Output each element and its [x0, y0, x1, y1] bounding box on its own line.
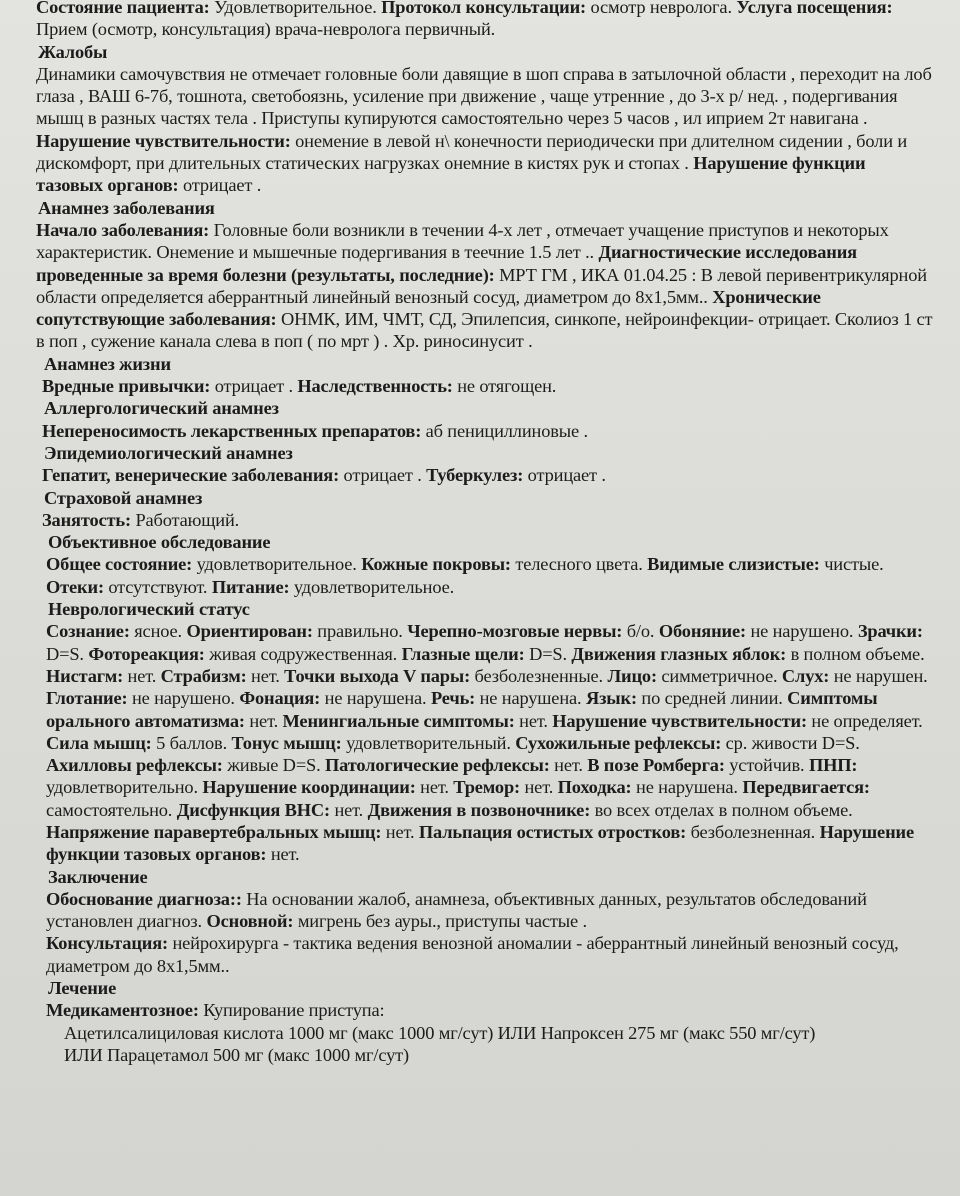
- diagnostics-label: Диагностические исследования проведенные за время болезни (результаты, последние):: [36, 242, 857, 285]
- hepatitis-label: Гепатит, венерические заболевания:: [42, 465, 340, 486]
- neuro-item-value: D=S.: [46, 643, 84, 664]
- neuro-item-label: Патологические рефлексы:: [325, 755, 550, 776]
- neuro-item-label: Сознание:: [46, 621, 130, 642]
- neuro-item-label: Обоняние:: [658, 621, 746, 642]
- life-history-paragraph: [36, 375, 936, 397]
- neuro-item-value: во всех отделах в полном объеме.: [594, 799, 853, 820]
- habits-value: отрицает .: [214, 376, 293, 397]
- complaints-sensitivity-value: онемение в левой н\ конечности периодически при длителном сидении , боли и дискомфорт, при длительных статических нагрузках онемние в кистях рук и стопах .: [36, 130, 908, 174]
- conclusion-heading: Заключение: [48, 866, 148, 887]
- allergy-heading: Аллергологический анамнез: [44, 398, 279, 419]
- neuro-status-paragraph: [36, 620, 936, 865]
- neuro-item-value: нет.: [334, 799, 364, 820]
- neuro-item-value: 5 баллов.: [156, 732, 228, 753]
- neuro-item-label: Сила мышц:: [46, 732, 152, 753]
- neuro-status-heading: Неврологический статус: [48, 599, 250, 620]
- epidemiology-heading: Эпидемиологический анамнез: [44, 442, 293, 463]
- onset-label: Начало заболевания:: [36, 219, 210, 240]
- medication-paragraph: [36, 999, 936, 1021]
- patient-state-value: Удовлетворительное.: [214, 0, 377, 17]
- neuro-item-value: нет.: [251, 665, 280, 686]
- nutrition-value: удовлетворительное.: [293, 576, 455, 597]
- neuro-item-label: Нарушение координации:: [202, 777, 416, 798]
- neuro-item-label: Зрачки:: [857, 621, 923, 642]
- heredity-label: Наследственность:: [297, 376, 453, 397]
- insurance-paragraph: [36, 509, 936, 531]
- neuro-item-label: Точки выхода V пары:: [284, 665, 471, 686]
- patient-state-label: Состояние пациента:: [36, 0, 210, 17]
- skin-label: Кожные покровы:: [361, 554, 511, 575]
- skin-value: телесного цвета.: [515, 554, 643, 575]
- conclusion-paragraph: [36, 888, 936, 933]
- neuro-item-value: не определяет.: [811, 710, 923, 731]
- consultation-value: нейрохирурга - тактика ведения венозной аномалии - аберрантный линейный венозный сосуд, диаметром до 8х1,5мм..: [46, 933, 899, 976]
- neuro-item-label: Пальпация остистых отростков:: [418, 821, 687, 842]
- main-diagnosis-value: мигрень без ауры., приступы частые .: [297, 911, 587, 932]
- habits-label: Вредные привычки:: [42, 376, 211, 397]
- neuro-item-value: живая содружественная.: [209, 643, 398, 664]
- heredity-value: не отягощен.: [457, 376, 557, 397]
- onset-value: Головные боли возникли в течении 4-х лет , отмечает учащение приступов и некоторых характеристик. Онемение и мышечные подергивания в теечние 1.5 лет ..: [36, 219, 889, 263]
- neuro-item-label: Сухожильные рефлексы:: [515, 732, 722, 753]
- protocol-value: осмотр невролога.: [590, 0, 732, 17]
- neuro-item-value: нет.: [519, 710, 548, 731]
- neuro-item-value: нет.: [270, 844, 300, 865]
- neuro-item-value: не нарушена.: [636, 777, 738, 798]
- service-value: Прием (осмотр, консультация) врача-невролога первичный.: [36, 19, 496, 40]
- neuro-item-label: Лицо:: [607, 665, 657, 686]
- neuro-item-label: ПНП:: [808, 755, 858, 776]
- hepatitis-value: отрицает .: [343, 465, 422, 486]
- consultation-paragraph: [36, 932, 936, 977]
- nutrition-label: Питание:: [211, 576, 290, 597]
- neuro-item-label: Ориентирован:: [186, 621, 313, 642]
- diagnostics-value: МРТ ГМ , ИКА 01.04.25 : В левой перивентрикулярной области определяется аберрантный линейный венозный сосуд, диаметром до 8х1,5мм..: [36, 264, 927, 307]
- allergy-value: аб пенициллиновые .: [425, 420, 588, 441]
- neuro-item-label: Фотореакция:: [88, 643, 205, 664]
- employment-label: Занятость:: [42, 509, 131, 530]
- neuro-item-value: ср. живости D=S.: [725, 732, 860, 753]
- service-label: Услуга посещения:: [736, 0, 893, 17]
- employment-value: Работающий.: [135, 509, 240, 530]
- neuro-item-label: В позе Ромберга:: [587, 755, 725, 776]
- protocol-label: Протокол консультации:: [381, 0, 587, 17]
- epidemiology-paragraph: [36, 464, 936, 486]
- neuro-item-label: Симптомы орального автоматизма:: [46, 688, 878, 731]
- medication-value: Купирование приступа:: [203, 1000, 385, 1021]
- neuro-item-value: нет.: [127, 665, 157, 686]
- neuro-item-label: Менингиальные симптомы:: [282, 710, 515, 731]
- neuro-item-value: в полном объеме.: [790, 643, 925, 664]
- neuro-item-label: Страбизм:: [160, 665, 247, 686]
- neuro-item-label: Напряжение паравертебральных мышц:: [46, 821, 382, 842]
- neuro-item-value: не нарушено.: [750, 621, 854, 642]
- document-content: [36, 0, 936, 1066]
- neuro-item-label: Движения глазных яблок:: [571, 643, 787, 664]
- diagnosis-basis-label: Обоснование диагноза::: [46, 888, 242, 909]
- neuro-item-label: Слух:: [781, 665, 830, 686]
- neuro-item-value: не нарушена.: [324, 688, 427, 709]
- tuberculosis-label: Туберкулез:: [426, 465, 524, 486]
- neuro-item-label: Язык:: [585, 688, 637, 709]
- neuro-item-label: Глотание:: [46, 688, 128, 709]
- tuberculosis-value: отрицает .: [527, 465, 606, 486]
- neuro-item-value: нет.: [524, 777, 554, 798]
- neuro-item-value: не нарушена.: [479, 688, 582, 709]
- neuro-item-value: D=S.: [529, 643, 567, 664]
- neuro-item-label: Нарушение чувствительности:: [552, 710, 807, 731]
- treatment-heading: Лечение: [48, 978, 117, 999]
- neuro-item-label: Передвигается:: [742, 777, 870, 798]
- edema-label: Отеки:: [46, 576, 104, 597]
- neuro-item-value: самостоятельно.: [46, 799, 173, 820]
- chronic-value: ОНМК, ИМ, ЧМТ, СД, Эпилепсия, синкопе, нейроинфекции- отрицает. Сколиоз 1 ст в поп , сужение канала слева в поп ( по мрт ) . Хр. риносинусит .: [36, 309, 933, 352]
- neuro-item-value: ясное.: [134, 621, 182, 642]
- neuro-item-label: Речь:: [430, 688, 476, 709]
- diagnosis-basis-value: На основании жалоб, анамнеза, объективных данных, результатов обследований установлен диагноз.: [46, 888, 867, 932]
- neuro-item-value: б/о.: [626, 621, 655, 642]
- medication-line-2: ИЛИ Парацетамол 500 мг (макс 1000 мг/сут): [64, 1044, 410, 1065]
- allergy-paragraph: [36, 420, 936, 442]
- neuro-item-value: устойчив.: [729, 755, 805, 776]
- complaints-text: Динамики самочувствия не отмечает головные боли давящие в шоп справа в затылочной области , переходит на лоб глаза , ВАШ 6-7б, тошнота, светобоязнь, усиление при движение , чаще утренние , до 3-х р/ нед. , подергивания мышц в разных частях тела . Приступы купируются самостоятельно через 5 часов , ил иприем 2т навигана .: [36, 63, 932, 129]
- life-history-heading: Анамнез жизни: [44, 353, 171, 374]
- insurance-heading: Страховой анамнез: [44, 487, 203, 508]
- neuro-item-label: Фонация:: [239, 688, 321, 709]
- neuro-item-value: правильно.: [317, 621, 403, 642]
- neuro-item-label: Тремор:: [453, 777, 521, 798]
- neuro-item-label: Нарушение функции тазовых органов:: [46, 821, 914, 865]
- medication-label: Медикаментозное:: [46, 1000, 199, 1021]
- neuro-item-label: Дисфункция ВНС:: [176, 799, 331, 820]
- neuro-item-label: Движения в позвоночнике:: [367, 799, 591, 820]
- neuro-item-value: удовлетворительный.: [346, 732, 511, 753]
- neuro-item-value: не нарушено.: [131, 688, 235, 709]
- patient-state-paragraph: [36, 0, 936, 41]
- neuro-item-value: нет.: [420, 777, 449, 798]
- neuro-item-value: удовлетворительно.: [46, 777, 198, 798]
- neuro-item-value: живые D=S.: [227, 755, 321, 776]
- neuro-item-label: Ахилловы рефлексы:: [46, 755, 223, 776]
- neuro-item-value: нет.: [385, 821, 415, 842]
- complaints-heading: Жалобы: [38, 41, 108, 62]
- edema-value: отсутствуют.: [108, 576, 208, 597]
- neuro-item-label: Нистагм:: [46, 665, 124, 686]
- objective-paragraph: [36, 553, 936, 598]
- mucosa-label: Видимые слизистые:: [647, 554, 820, 575]
- neuro-item-value: нет.: [249, 710, 279, 731]
- consultation-label: Консультация:: [46, 933, 168, 954]
- mucosa-value: чистые.: [824, 554, 884, 575]
- general-state-label: Общее состояние:: [46, 554, 193, 575]
- neuro-item-value: не нарушен.: [833, 665, 928, 686]
- neuro-item-label: Глазные щели:: [401, 643, 525, 664]
- complaints-paragraph: [36, 63, 936, 197]
- complaints-pelvic-label: Нарушение функции тазовых органов:: [36, 153, 866, 196]
- neuro-item-label: Тонус мышц:: [231, 732, 342, 753]
- neuro-item-value: нет.: [554, 755, 583, 776]
- main-diagnosis-label: Основной:: [206, 911, 294, 932]
- medication-line-1: Ацетилсалициловая кислота 1000 мг (макс 1000 мг/сут) ИЛИ Напроксен 275 мг (макс 550 мг/сут): [64, 1022, 816, 1043]
- disease-history-heading: Анамнез заболевания: [38, 197, 215, 218]
- complaints-sensitivity-label: Нарушение чувствительности:: [36, 130, 291, 151]
- neuro-item-value: по средней линии.: [641, 688, 783, 709]
- chronic-label: Хронические сопутствующие заболевания:: [36, 286, 821, 330]
- neuro-item-value: безболезненная.: [690, 821, 816, 842]
- disease-history-paragraph: [36, 219, 936, 353]
- general-state-value: удовлетворительное.: [196, 554, 357, 575]
- neuro-item-value: симметричное.: [661, 665, 778, 686]
- neuro-item-label: Черепно-мозговые нервы:: [407, 621, 623, 642]
- objective-heading: Объективное обследование: [48, 532, 271, 553]
- allergy-label: Непереносимость лекарственных препаратов:: [42, 420, 422, 441]
- neuro-item-value: безболезненные.: [474, 665, 603, 686]
- complaints-pelvic-value: отрицает .: [182, 175, 262, 196]
- neuro-item-label: Походка:: [557, 777, 632, 798]
